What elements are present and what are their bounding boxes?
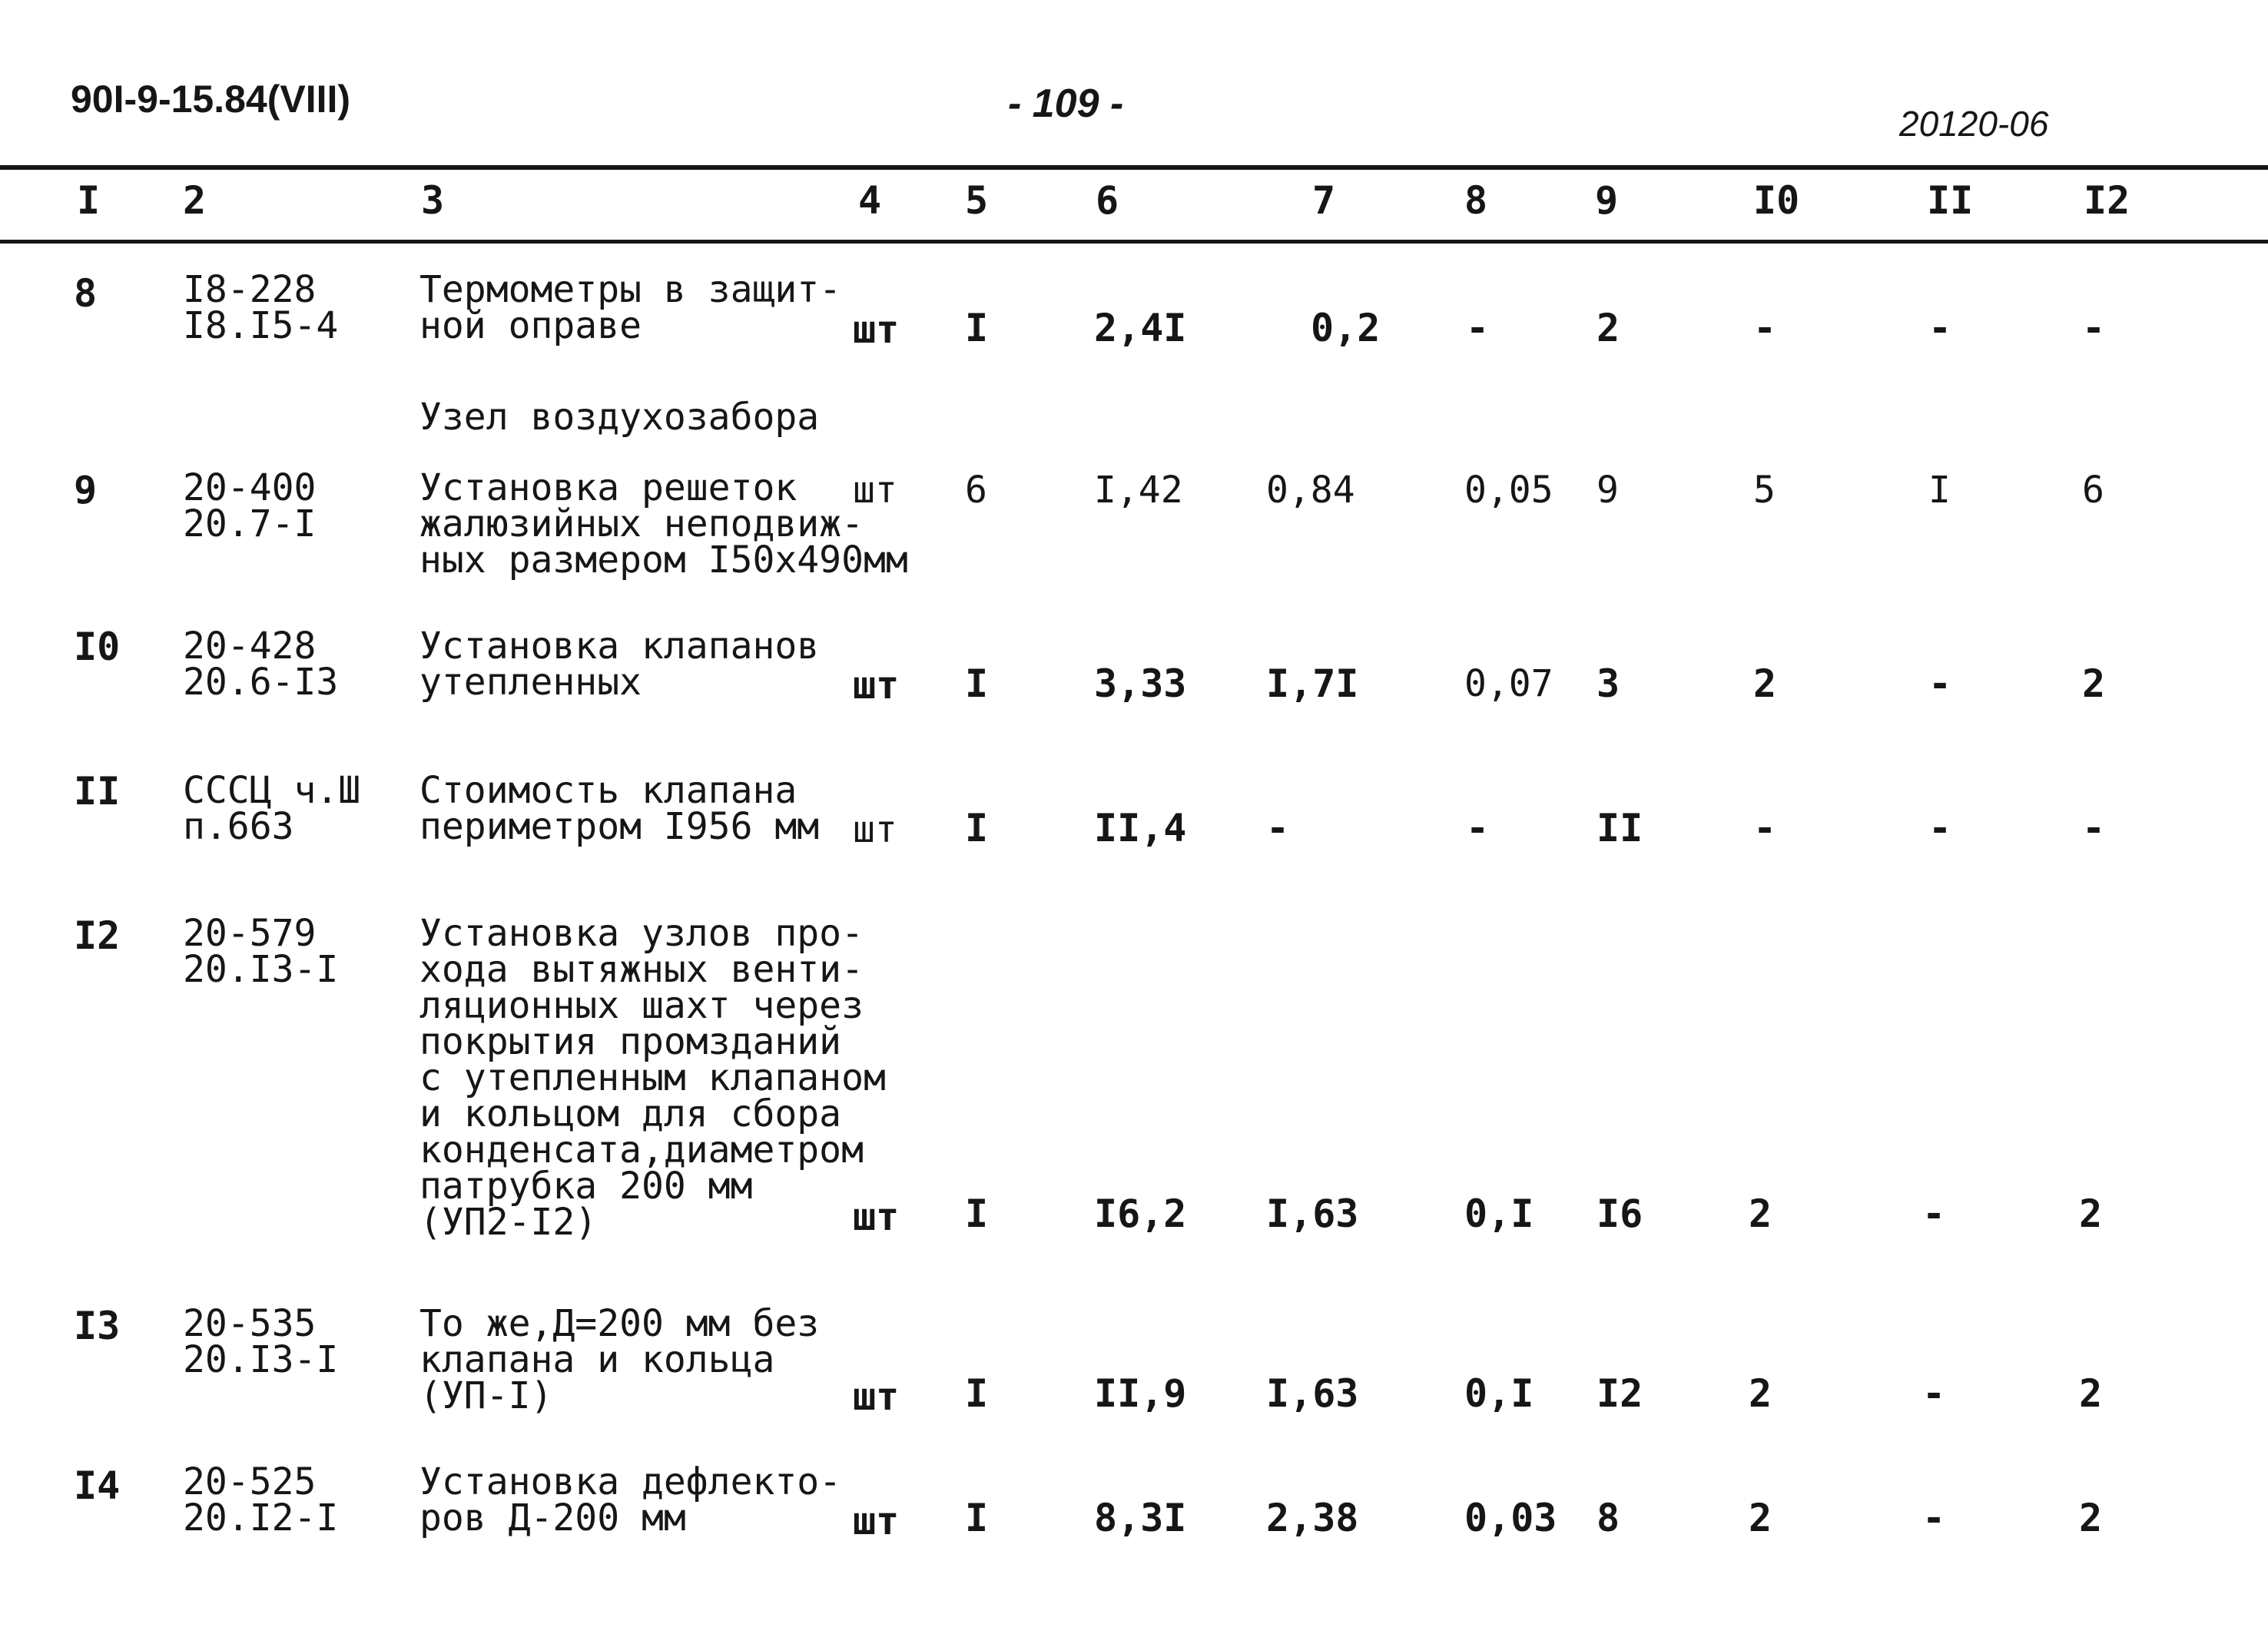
section-heading: Узел воздухозабора: [419, 396, 820, 439]
page-number: - 109 -: [1008, 81, 1124, 126]
value-col-10: 2: [1753, 661, 1777, 706]
value-col-6: 8,3I: [1094, 1496, 1187, 1540]
norm-reference: I8-228 I8.I5-4: [183, 268, 339, 347]
norm-reference: 20-428 20.6-I3: [183, 625, 339, 704]
column-header: 4: [858, 178, 882, 223]
value-col-8: -: [1466, 306, 1490, 350]
value-col-6: I6,2: [1094, 1192, 1187, 1236]
quantity: I: [965, 806, 989, 850]
column-header: II: [1927, 178, 1974, 223]
value-col-8: 0,I: [1464, 1371, 1534, 1416]
quantity: I: [965, 1192, 989, 1236]
value-col-9: 3: [1597, 661, 1620, 706]
work-description: Термометры в защит- ной оправе: [419, 268, 842, 347]
unit: шт: [853, 1499, 900, 1543]
value-col-7: 0,84: [1266, 469, 1355, 512]
norm-reference: СССЦ ч.Ш п.663: [183, 769, 361, 848]
value-col-7: I,63: [1266, 1371, 1359, 1416]
value-col-7: 0,2: [1311, 306, 1381, 350]
document-code: 90I-9-15.84(VIII): [71, 78, 351, 121]
column-header: I: [77, 178, 101, 223]
value-col-11: I: [1928, 469, 1951, 512]
unit: шт: [853, 663, 900, 708]
header-bottom-rule: [0, 240, 2268, 244]
value-col-9: II: [1597, 806, 1643, 850]
value-col-7: 2,38: [1266, 1496, 1359, 1540]
unit: шт: [853, 1195, 900, 1239]
value-col-11: -: [1928, 661, 1952, 706]
row-number: II: [74, 769, 121, 814]
value-col-6: 2,4I: [1094, 306, 1187, 350]
value-col-9: 2: [1597, 306, 1620, 350]
value-col-12: 2: [2079, 1371, 2103, 1416]
value-col-10: -: [1753, 806, 1777, 850]
value-col-11: -: [1928, 806, 1952, 850]
value-col-10: 2: [1749, 1496, 1772, 1540]
value-col-11: -: [1922, 1371, 1946, 1416]
quantity: I: [965, 306, 989, 350]
column-header: 3: [421, 178, 445, 223]
column-header: 2: [183, 178, 207, 223]
value-col-12: 2: [2082, 661, 2106, 706]
norm-reference: 20-535 20.I3-I: [183, 1302, 339, 1381]
column-header: I0: [1753, 178, 1800, 223]
value-col-8: 0,03: [1464, 1496, 1557, 1540]
value-col-12: 2: [2079, 1192, 2103, 1236]
table-top-rule: [0, 165, 2268, 170]
quantity: I: [965, 661, 989, 706]
column-header: 5: [965, 178, 989, 223]
value-col-7: I,7I: [1266, 661, 1359, 706]
value-col-11: -: [1922, 1496, 1946, 1540]
album-number: 20120-06: [1899, 104, 2049, 144]
quantity: I: [965, 1496, 989, 1540]
quantity: I: [965, 1371, 989, 1416]
value-col-8: -: [1466, 806, 1490, 850]
column-header: 7: [1312, 178, 1336, 223]
value-col-12: -: [2082, 806, 2106, 850]
work-description: Стоимость клапана периметром I956 мм: [419, 769, 820, 848]
unit: шт: [853, 307, 900, 352]
work-description: Установка клапанов утепленных: [419, 625, 820, 704]
value-col-10: 5: [1753, 469, 1776, 512]
value-col-8: 0,07: [1464, 662, 1553, 705]
value-col-6: 3,33: [1094, 661, 1187, 706]
unit: шт: [853, 469, 897, 512]
work-description: Установка узлов про- хода вытяжных венти- ляционных шахт через покрытия промзданий с утепленным клапаном и кольцом для сбора конденсата,диаметром патрубка 200 мм (УП2-I2): [419, 912, 886, 1244]
value-col-8: 0,05: [1464, 469, 1553, 512]
value-col-10: -: [1753, 306, 1777, 350]
unit: шт: [853, 1374, 900, 1419]
value-col-8: 0,I: [1464, 1192, 1534, 1236]
unit: шт: [853, 808, 897, 851]
column-header: 6: [1096, 178, 1119, 223]
value-col-6: II,9: [1094, 1371, 1187, 1416]
row-number: I4: [74, 1463, 121, 1508]
norm-reference: 20-579 20.I3-I: [183, 912, 339, 991]
value-col-9: 9: [1597, 469, 1619, 512]
value-col-9: I6: [1597, 1192, 1643, 1236]
value-col-10: 2: [1749, 1371, 1772, 1416]
work-description: Установка дефлекто- ров Д-200 мм: [419, 1460, 842, 1540]
column-header: 9: [1595, 178, 1619, 223]
value-col-11: -: [1928, 306, 1952, 350]
value-col-11: -: [1922, 1192, 1946, 1236]
work-description: То же,Д=200 мм без клапана и кольца (УП-I): [419, 1302, 820, 1417]
row-number: 8: [74, 271, 98, 316]
value-col-9: 8: [1597, 1496, 1620, 1540]
value-col-12: -: [2082, 306, 2106, 350]
norm-reference: 20-400 20.7-I: [183, 466, 317, 545]
column-header: 8: [1464, 178, 1488, 223]
row-number: I2: [74, 913, 121, 958]
value-col-9: I2: [1597, 1371, 1643, 1416]
value-col-12: 6: [2082, 469, 2104, 512]
column-header: I2: [2084, 178, 2130, 223]
quantity: 6: [965, 469, 987, 512]
work-description: Установка решеток жалюзийных неподвиж- ных размером I50x490мм: [419, 466, 908, 582]
row-number: I0: [74, 625, 121, 669]
value-col-12: 2: [2079, 1496, 2103, 1540]
value-col-7: I,63: [1266, 1192, 1359, 1236]
row-number: 9: [74, 468, 98, 512]
value-col-6: I,42: [1094, 469, 1183, 512]
value-col-7: -: [1266, 806, 1290, 850]
value-col-10: 2: [1749, 1192, 1772, 1236]
row-number: I3: [74, 1304, 121, 1348]
norm-reference: 20-525 20.I2-I: [183, 1460, 339, 1540]
value-col-6: II,4: [1094, 806, 1187, 850]
